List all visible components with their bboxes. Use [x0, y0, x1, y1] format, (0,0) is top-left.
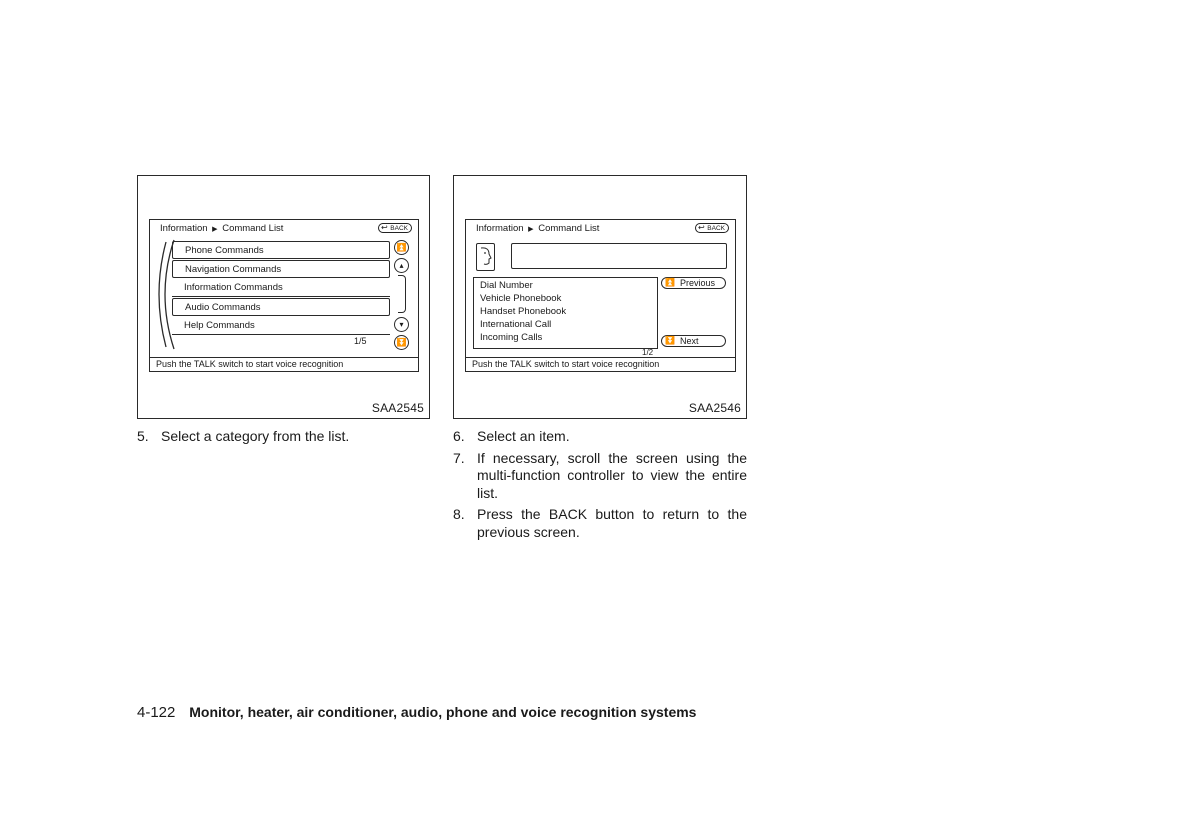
list-item-vehicle-phonebook[interactable]: Vehicle Phonebook: [480, 293, 562, 304]
scroll-controls: [394, 240, 412, 352]
back-button[interactable]: [378, 223, 412, 233]
list-item-incoming-calls[interactable]: Incoming Calls: [480, 332, 543, 343]
figure-code: SAA2545: [371, 401, 424, 415]
next-button-label: Next: [680, 336, 699, 346]
list-item-navigation-commands[interactable]: Navigation Commands: [172, 260, 390, 278]
scrollbar[interactable]: [398, 275, 406, 313]
list-item-information-commands[interactable]: Information Commands: [172, 279, 390, 297]
display-screen: [149, 219, 419, 372]
next-button[interactable]: [661, 335, 726, 347]
breadcrumb-arrow-icon: ▶: [212, 226, 218, 233]
breadcrumb-arrow-icon: ▶: [528, 226, 534, 233]
breadcrumb-information: Information: [476, 223, 524, 234]
instructions-right: [453, 428, 747, 545]
back-button-label: BACK: [390, 225, 408, 232]
breadcrumb-command-list: Command List: [538, 223, 600, 234]
scroll-down-icon[interactable]: ▾: [394, 317, 409, 332]
command-text-field: [511, 243, 727, 269]
step-item: [453, 506, 747, 541]
previous-button-label: Previous: [680, 278, 716, 288]
step-number: 5.: [137, 428, 149, 444]
previous-button[interactable]: [661, 277, 726, 289]
list-item-dial-number[interactable]: Dial Number: [480, 280, 533, 291]
list-item-phone-commands[interactable]: Phone Commands: [172, 241, 390, 259]
step-number: 6.: [453, 428, 465, 444]
page-number: 4-122: [137, 704, 176, 721]
step-text: If necessary, scroll the screen using the multi-function controller to view the entire list.: [477, 449, 747, 501]
list-item-handset-phonebook[interactable]: Handset Phonebook: [480, 306, 567, 317]
step-item: [137, 428, 430, 446]
status-bar: Push the TALK switch to start voice recognition: [150, 357, 418, 371]
page-down-icon[interactable]: ⏬: [394, 335, 409, 350]
figure-command-items: [453, 175, 747, 419]
page-up-icon[interactable]: ⏫: [394, 240, 409, 255]
back-arrow-icon: ↩: [698, 223, 705, 232]
back-arrow-icon: ↩: [381, 223, 388, 232]
screen-breadcrumb: [476, 223, 599, 234]
step-item: [453, 450, 747, 503]
back-button[interactable]: [695, 223, 729, 233]
page-up-icon: ⏫: [665, 278, 675, 287]
scroll-up-icon[interactable]: ▴: [394, 258, 409, 273]
screen-breadcrumb: [160, 223, 283, 234]
figure-code: SAA2546: [688, 401, 741, 415]
step-text: Press the BACK button to return to the previous screen.: [477, 506, 747, 540]
page-down-icon: ⏬: [665, 336, 675, 345]
section-title: Monitor, heater, air conditioner, audio, phone and voice recognition systems: [189, 704, 697, 720]
step-item: [453, 428, 747, 446]
step-text: Select an item.: [477, 428, 570, 444]
breadcrumb-information: Information: [160, 223, 208, 234]
page-footer: [137, 704, 696, 721]
command-category-list: [154, 238, 390, 351]
voice-face-icon: [476, 243, 495, 271]
back-button-label: BACK: [707, 225, 725, 232]
display-screen: [465, 219, 736, 372]
list-item-help-commands[interactable]: Help Commands: [172, 317, 390, 335]
figure-command-categories: [137, 175, 430, 419]
list-item-international-call[interactable]: International Call: [480, 319, 552, 330]
page-indicator: 1/5: [354, 336, 367, 346]
list-item-audio-commands[interactable]: Audio Commands: [172, 298, 390, 316]
breadcrumb-command-list: Command List: [222, 223, 284, 234]
command-item-list: [473, 277, 658, 349]
step-number: 8.: [453, 506, 465, 522]
status-bar: Push the TALK switch to start voice recognition: [466, 357, 735, 371]
instructions-left: [137, 428, 430, 450]
step-text: Select a category from the list.: [161, 428, 350, 444]
step-number: 7.: [453, 449, 465, 466]
page-indicator: 1/2: [642, 348, 654, 357]
